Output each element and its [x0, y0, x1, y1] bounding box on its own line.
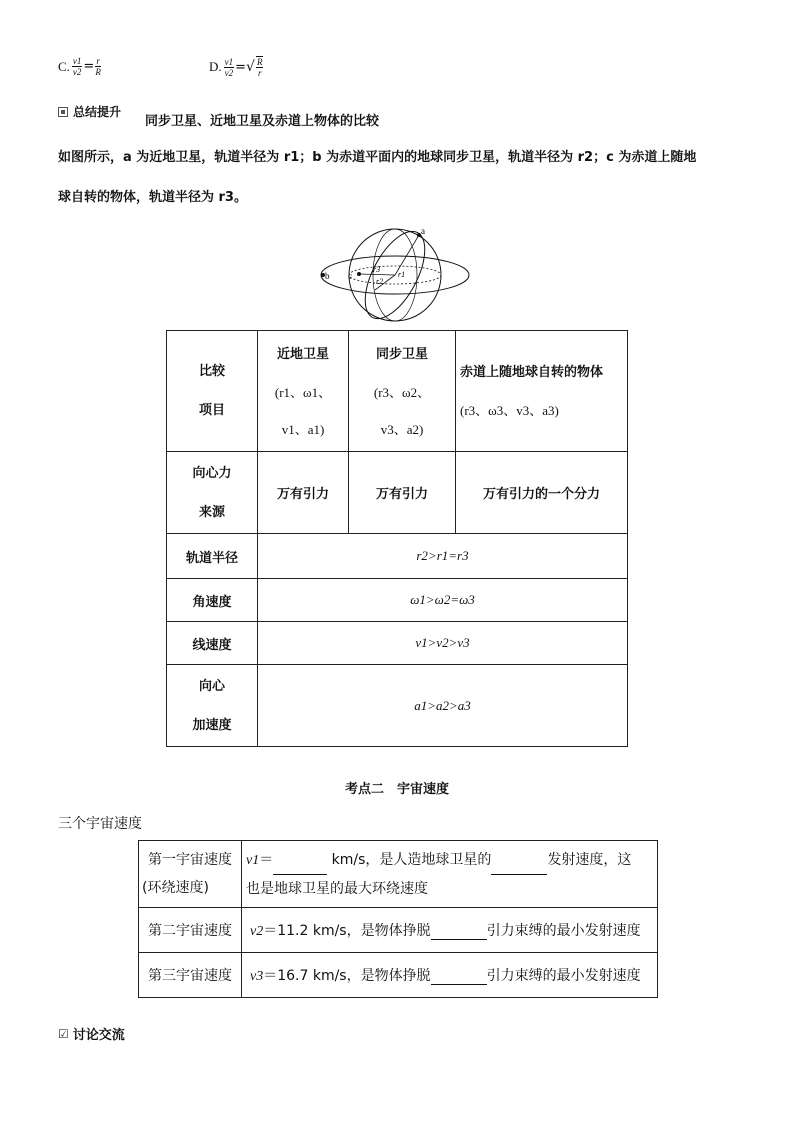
- header-synchronous-sub2: v3、a2): [380, 421, 424, 437]
- second-speed-blank[interactable]: [431, 925, 487, 940]
- first-speed-type-blank[interactable]: [491, 860, 547, 875]
- r3-line: [359, 274, 395, 275]
- option-d-label: D.: [209, 59, 222, 74]
- label-a: a: [421, 226, 425, 236]
- third-speed-symbol: v3: [250, 969, 264, 984]
- acceleration-label-cell: [167, 665, 258, 747]
- linear-velocity-value-cell: v1>v2>v3: [258, 622, 628, 665]
- first-speed-desc-line2: 也是地球卫星的最大环绕速度: [246, 880, 428, 897]
- r1-line: [395, 235, 419, 275]
- label-c: c: [348, 271, 352, 281]
- table-row: [167, 622, 628, 665]
- discussion-tag-label: 讨论交流: [72, 1028, 125, 1043]
- option-d-lhs-den: v2: [224, 67, 234, 78]
- sqrt-sign-icon: √: [246, 59, 255, 75]
- first-speed-mid-text: 发射速度，这: [547, 851, 632, 868]
- option-d-rhs-num: R: [256, 57, 263, 67]
- table-row: [167, 331, 628, 452]
- second-speed-desc-cell: [242, 908, 658, 953]
- table-row: [167, 665, 628, 747]
- first-speed-label: 第一宇宙速度: [148, 852, 232, 868]
- header-near-earth-sub1: (r1、ω1、: [274, 384, 332, 400]
- third-speed-tail: 引力束缚的最小发射速度: [486, 968, 641, 984]
- option-c-lhs-fraction: [72, 56, 83, 77]
- first-speed-desc-line1: [246, 846, 656, 875]
- header-near-earth-title: 近地卫星: [276, 346, 329, 362]
- table-row: [167, 534, 628, 579]
- table-row: [139, 953, 658, 998]
- summary-title: 同步卫星、近地卫星及赤道上物体的比较: [145, 114, 380, 129]
- third-speed-blank[interactable]: [431, 970, 487, 985]
- table-row: [139, 841, 658, 908]
- section-subtitle: 三个宇宙速度: [58, 816, 142, 832]
- option-c-eq: =: [83, 59, 95, 74]
- table-row: [167, 579, 628, 622]
- linear-velocity-label-cell: 线速度: [167, 622, 258, 665]
- option-d-eq: =: [235, 59, 247, 75]
- summary-tag-label: 总结提升: [73, 105, 122, 119]
- radius-label-cell: 轨道半径: [167, 534, 258, 579]
- header-equator-object-cell: [456, 331, 628, 452]
- edit-checkbox-icon: ☑: [58, 1026, 69, 1041]
- first-speed-symbol: v1: [246, 852, 260, 868]
- discussion-tag: [58, 1024, 125, 1043]
- label-b: b: [325, 271, 330, 281]
- acceleration-value-cell: a1>a2>a3: [258, 665, 628, 747]
- header-item-cell: [167, 331, 258, 452]
- acceleration-label-line2: 加速度: [192, 717, 232, 733]
- header-synchronous-cell: [349, 331, 456, 452]
- force-label-line1: 向心力: [192, 465, 232, 481]
- acceleration-label-line1: 向心: [198, 678, 225, 694]
- option-d-rhs-den: r: [257, 68, 262, 78]
- option-c-rhs-fraction: [95, 56, 101, 77]
- first-speed-desc-cell: [242, 841, 658, 908]
- header-item-line1: 比较: [198, 364, 225, 379]
- option-c-label: C.: [58, 58, 70, 74]
- radius-value-cell: r2>r1=r3: [258, 534, 628, 579]
- orbit-diagram: [315, 222, 475, 322]
- comparison-table: [166, 330, 628, 747]
- option-d-lhs-num: v1: [224, 56, 234, 67]
- table-row: [167, 452, 628, 534]
- option-c-rhs-num: r: [96, 56, 100, 66]
- header-item-line2: 项目: [198, 403, 225, 418]
- first-speed-unit-text: km/s，是人造地球卫星的: [327, 851, 492, 868]
- summary-square-icon: [58, 107, 68, 117]
- option-c: [58, 56, 102, 77]
- first-speed-eq: ＝: [259, 851, 274, 868]
- label-r1: r1: [398, 270, 406, 279]
- third-speed-text: ＝16.7 km/s，是物体挣脱: [263, 968, 431, 984]
- second-speed-text: ＝11.2 km/s，是物体挣脱: [263, 923, 431, 939]
- header-near-earth-cell: [258, 331, 349, 452]
- header-near-earth-sub2: v1、a1): [281, 421, 325, 437]
- header-equator-object-title: 赤道上随地球自转的物体: [460, 365, 604, 380]
- object-c-dot: [357, 272, 361, 276]
- second-speed-tail: 引力束缚的最小发射速度: [486, 923, 641, 939]
- force-label-line2: 来源: [198, 504, 225, 520]
- force-synchronous-cell: 万有引力: [349, 452, 456, 534]
- force-near-earth-cell: 万有引力: [258, 452, 349, 534]
- first-speed-sublabel: (环绕速度): [142, 880, 209, 896]
- option-d: [209, 56, 264, 78]
- force-label-cell: [167, 452, 258, 534]
- option-c-rhs-den: R: [95, 67, 101, 77]
- section-title: 考点二 宇宙速度: [344, 782, 449, 797]
- table-row: [139, 908, 658, 953]
- label-r2: r2: [376, 277, 384, 286]
- force-equator-object-cell: 万有引力的一个分力: [456, 452, 628, 534]
- option-d-lhs-fraction: [224, 57, 235, 78]
- first-speed-blank[interactable]: [273, 860, 327, 875]
- first-speed-label-cell: [139, 841, 242, 908]
- third-speed-desc-cell: [242, 953, 658, 998]
- third-speed-label-cell: 第三宇宙速度: [139, 953, 242, 998]
- angular-velocity-value-cell: ω1>ω2=ω3: [258, 579, 628, 622]
- header-synchronous-title: 同步卫星: [375, 346, 428, 362]
- summary-paragraph-line2: 球自转的物体，轨道半径为 r3。: [58, 190, 247, 205]
- header-equator-object-sub: (r3、ω3、v3、a3): [460, 403, 559, 418]
- header-synchronous-sub1: (r3、ω2、: [373, 384, 431, 400]
- near-earth-orbit: [353, 222, 437, 322]
- second-speed-symbol: v2: [250, 924, 264, 939]
- angular-velocity-label-cell: 角速度: [167, 579, 258, 622]
- option-c-lhs-num: v1: [72, 56, 82, 66]
- summary-tag: [58, 103, 121, 120]
- summary-paragraph-line1: 如图所示，a 为近地卫星，轨道半径为 r1；b 为赤道平面内的地球同步卫星，轨道半径为 r2；c 为赤道上随地: [58, 150, 697, 165]
- second-speed-label-cell: 第二宇宙速度: [139, 908, 242, 953]
- option-d-rhs-fraction: [256, 56, 264, 78]
- label-r3: r3: [373, 265, 381, 274]
- cosmic-speed-table: [138, 840, 658, 998]
- option-c-lhs-den: v2: [72, 67, 82, 77]
